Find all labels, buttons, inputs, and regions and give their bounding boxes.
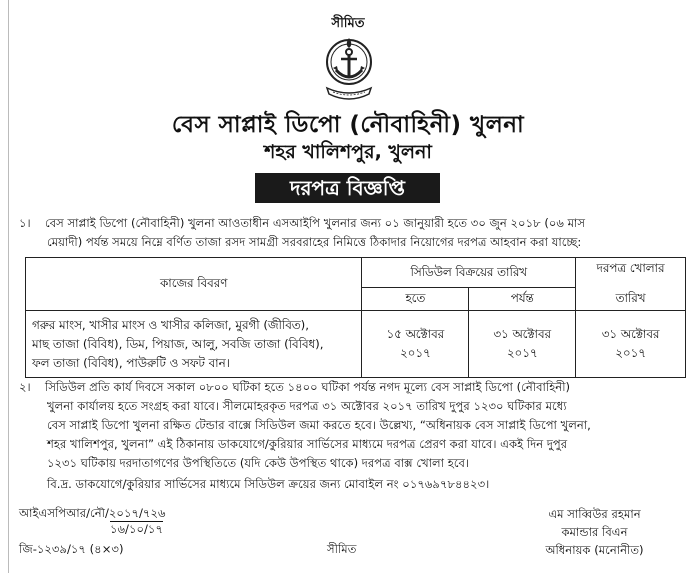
signatory-title: অধিনায়ক (মনোনীত) — [545, 543, 644, 557]
paragraph-2 — [19, 378, 684, 473]
org-address: শহর খালিশপুর, খুলনা — [264, 141, 432, 163]
org-title: বেস সাপ্লাই ডিপো (নৌবাহিনী) খুলনা — [171, 112, 525, 138]
cell-work-items: গরুর মাংস, খাসীর মাংস ও খাসীর কলিজা, মুরগী (জীবিত), মাছ তাজা (বিবিধ), ডিম, পিয়াজ, আলু, সবজি তাজা (বিবিধ), ফল তাজা (বিবিধ), পাউরুটি ও সফট বান। — [26, 311, 362, 378]
header-tender-open-date: দরপত্র খোলার তারিখ — [576, 258, 686, 311]
paragraph-1 — [19, 214, 684, 252]
notice-title-banner: দরপত্র বিজ্ঞপ্তি — [255, 173, 440, 203]
paragraph-2-line: সিডিউল প্রতি কার্য দিবসে সকাল ০৮০০ ঘটিকা হতে ১৪০০ ঘটিকা পর্যন্ত নগদ মূল্যে বেস সাপ্লাই ডিপো (নৌবাহিনী) — [45, 380, 571, 394]
table-row — [26, 311, 686, 378]
header-from: হতে — [362, 288, 469, 311]
signatory-rank: কমান্ডার বিএন — [561, 525, 628, 539]
paragraph-1-number: ১। — [19, 216, 31, 230]
paragraph-1-line: বেস সাপ্লাই ডিপো (নৌবাহিনী) খুলনা আওতাধীন এসআইপি খুলনার জন্য ০১ জানুয়ারী হতে ৩০ জুন ২০১৮ (০৬ মাস — [45, 216, 586, 230]
signature-block — [507, 505, 682, 559]
cell-to-date: ৩১ অক্টোবর ২০১৭ — [469, 311, 576, 378]
schedule-table — [25, 257, 686, 378]
reference-date: ১৬/১০/১৭ — [110, 522, 163, 536]
notice-page — [8, 0, 687, 573]
cell-from-date: ১৫ অক্টোবর ২০১৭ — [362, 311, 469, 378]
cell-open-date: ৩১ অক্টোবর ২০১৭ — [576, 311, 686, 378]
header-to: পর্যন্ত — [469, 288, 576, 311]
paragraph-2-line: শহর খালিশপুর, খুলনা” এই ঠিকানায় ডাকযোগে/কুরিয়ার সার্ভিসের মাধ্যমে দরপত্র প্রেরণ করা যাবে। একই দিন দুপুর — [47, 437, 568, 451]
reference-number: আইএসপিআর/নৌ/২০১৭/৭২৬ — [19, 506, 166, 520]
note-mobile-number: বি.দ্র. ডাকযোগে/কুরিয়ার সার্ভিসের মাধ্যমে সিডিউল ক্রয়ের জন্য মোবাইল নং ০১৭৬৯৭৮৪৪২৩। — [47, 477, 490, 491]
header-work-description: কাজের বিবরণ — [26, 258, 362, 311]
gazette-code: জি-১২৩৯/১৭ (৪×৩) — [19, 542, 124, 556]
paragraph-2-line: ১২৩১ ঘটিকায় দরদাতাগণের উপস্থিতিতে (যদি কেউ উপস্থিত থাকে) দরপত্র বাক্স খোলা হবে। — [47, 456, 470, 470]
restricted-label-bottom: সীমিত — [327, 542, 357, 556]
paragraph-2-line: বেস সাপ্লাই ডিপো খুলনা রক্ষিত টেন্ডার বাক্সে সিডিউল জমা করতে হবে। উল্লেখ্য, “অধিনায়ক বেস সাপ্লাই ডিপো খুলনা, — [47, 418, 591, 432]
navy-anchor-emblem-icon — [319, 32, 379, 106]
paragraph-2-number: ২। — [19, 380, 31, 394]
paragraph-1-line: মেয়াদী) পর্যন্ত সময়ে নিম্নে বর্ণিত তাজা রসদ সামগ্রী সরবরাহের নিমিত্তে ঠিকাদার নিয়োগের দরপত্র আহবান করা যাচ্ছে: — [47, 235, 582, 249]
restricted-label-top: সীমিত — [331, 16, 365, 31]
header-schedule-sale-date: সিডিউল বিক্রয়ের তারিখ — [362, 258, 576, 288]
signatory-name: এম সাব্বিউর রহমান — [548, 507, 641, 521]
paragraph-2-line: খুলনা কার্যালয় হতে সংগ্রহ করা যাবে। সীলমোহরকৃত দরপত্র ৩১ অক্টোবর ২০১৭ তারিখ দুপুর ১২৩০ ঘটিকার মধ্যে — [47, 399, 567, 413]
